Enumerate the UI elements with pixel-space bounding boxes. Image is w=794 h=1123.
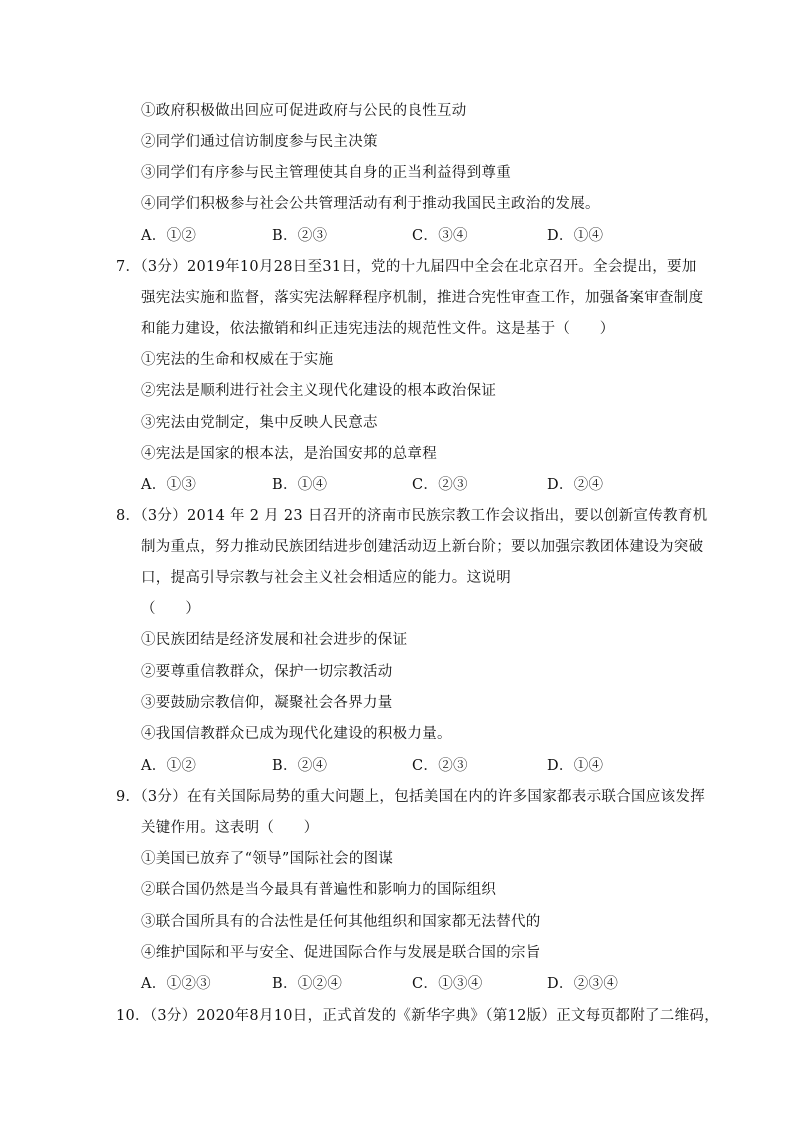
question-continuation: 和能力建设，依法撤销和纠正违宪违法的规范性文件。这是基于（ ） [141,321,615,337]
answer-option: A．①② [141,758,197,774]
statement-item: ④我国信教群众已成为现代化建设的积极力量。 [141,726,452,742]
answer-option: A．①②③ [141,976,211,992]
answer-option: B．②④ [272,758,328,774]
statement-item: ④维护国际和平与安全、促进国际合作与发展是联合国的宗旨 [141,945,541,961]
statement-item: ②同学们通过信访制度参与民主决策 [141,134,378,150]
statement-item: ①宪法的生命和权威在于实施 [141,352,334,368]
statement-item: ②联合国仍然是当今最具有普遍性和影响力的国际组织 [141,882,497,898]
answer-option: A．①② [141,228,197,244]
statement-item: ③同学们有序参与民主管理使其自身的正当利益得到尊重 [141,165,511,181]
statement-item: ①民族团结是经济发展和社会进步的保证 [141,632,408,648]
answer-option: B．①④ [272,477,328,493]
statement-item: ③要鼓励宗教信仰，凝聚社会各界力量 [141,695,393,711]
answer-option: A．①③ [141,477,197,493]
answer-option: C．③④ [412,228,468,244]
statement-item: ④宪法是国家的根本法，是治国安邦的总章程 [141,446,437,462]
statement-item: ②要尊重信教群众，保护一切宗教活动 [141,664,393,680]
answer-option: D．②④ [547,477,604,493]
answer-option: D．①④ [547,758,604,774]
statement-item: ③联合国所具有的合法性是任何其他组织和国家都无法替代的 [141,914,541,930]
statement-item: ②宪法是顺利进行社会主义现代化建设的根本政治保证 [141,383,497,399]
answer-option: C．②③ [412,758,468,774]
answer-option: B．①②④ [272,976,343,992]
answer-option: C．①③④ [412,976,483,992]
statement-item: ①美国已放弃了“领导”国际社会的图谋 [141,851,394,867]
question-continuation: 强宪法实施和监督，落实宪法解释程序机制，推进合宪性审查工作，加强备案审查制度 [141,290,704,306]
answer-options [141,226,661,246]
answer-option: B．②③ [272,228,328,244]
statement-item: ①政府积极做出回应可促进政府与公民的良性互动 [141,103,467,119]
question-continuation: 制为重点，努力推动民族团结进步创建活动迈上新台阶；要以加强宗教团体建设为突破 [141,539,704,555]
statement-item: ④同学们积极参与社会公共管理活动有利于推动我国民主政治的发展。 [141,196,600,212]
question-stem: 9．（3分）在有关国际局势的重大问题上，包括美国在内的许多国家都表示联合国应该发挥 [116,789,705,805]
answer-options [141,756,661,776]
question-stem: 10．（3分）2020年8月10日，正式首发的《新华字典》（第12版）正文每页都附了二维码， [116,1008,720,1024]
question-stem: 8．（3分）2014 年 2 月 23 日召开的济南市民族宗教工作会议指出，要以创新宣传教育机 [116,508,708,524]
question-stem: 7．（3分）2019年10月28日至31日，党的十九届四中全会在北京召开。全会提出，要加 [116,259,697,275]
answer-options [141,475,661,495]
answer-options [141,974,661,994]
answer-option: D．②③④ [547,976,619,992]
statement-item: ③宪法由党制定，集中反映人民意志 [141,415,378,431]
question-continuation: 口，提高引导宗教与社会主义社会相适应的能力。这说明 [141,570,511,586]
answer-option: D．①④ [547,228,604,244]
answer-option: C．②③ [412,477,468,493]
question-continuation: （ ） [141,601,201,617]
question-continuation: 关键作用。这表明（ ） [141,820,319,836]
